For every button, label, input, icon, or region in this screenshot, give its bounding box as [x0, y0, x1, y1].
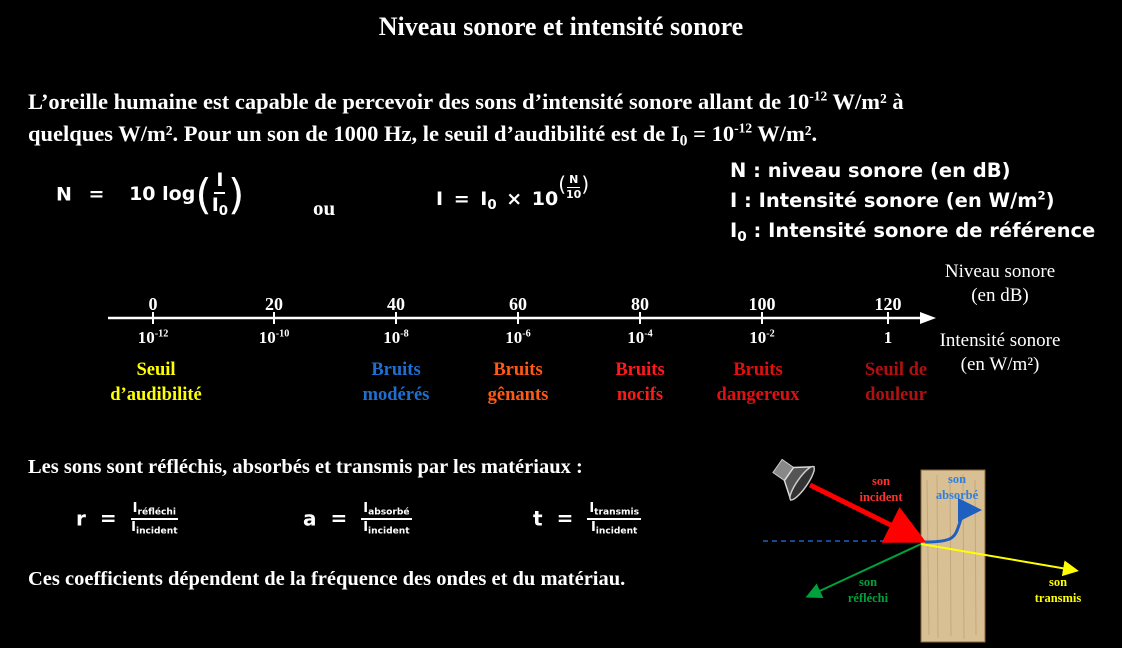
category-line-2: d’audibilité: [110, 385, 202, 405]
intro-line-1: L’oreille humaine est capable de percevoir des sons d’intensité sonore allant de 10: [28, 89, 810, 114]
den-symbol: I: [211, 193, 219, 216]
diag-line: son: [947, 472, 967, 486]
coefficients-intro: Les sons sont réfléchis, absorbés et transmis par les matériaux :: [28, 456, 583, 478]
intensity-exp: -12: [154, 328, 169, 340]
formula2-i-symbol: I: [436, 188, 444, 210]
formula2-equals: =: [453, 188, 470, 210]
intensity-base: 10: [383, 328, 401, 347]
category-threshold-hearing: [101, 358, 211, 408]
formula2-i0: I: [480, 188, 488, 210]
coef-num-sub: transmis: [594, 507, 640, 518]
def-symbol: I: [730, 219, 738, 242]
category-line-2: modérés: [362, 385, 430, 405]
top-label-line-2: (en dB): [971, 285, 1029, 306]
coef-den-sub: incident: [595, 526, 638, 537]
intensity-exp: -6: [522, 328, 531, 340]
def-end: ): [1045, 189, 1055, 212]
definition-i0: [730, 216, 1095, 252]
definition-i: [730, 186, 1095, 216]
exp-denominator: 10: [566, 187, 582, 201]
diag-line: transmis: [1034, 591, 1082, 605]
formula-log: 10 log: [129, 183, 196, 206]
level-tick: 0: [148, 294, 158, 314]
label-reflected: [838, 574, 898, 606]
bottom-label-line-2: (en W/m²): [960, 354, 1040, 375]
top-label-line-1: Niveau sonore: [944, 261, 1056, 282]
def-text: : Intensité sonore (en W/m: [737, 189, 1038, 212]
level-tick: 100: [748, 294, 776, 314]
intro-line-2-end: W/m².: [752, 121, 818, 146]
level-tick: 20: [265, 294, 283, 314]
coef-den-i: I: [131, 520, 136, 536]
intensity-exp: -10: [275, 328, 290, 340]
category-line-2: dangereux: [716, 385, 800, 405]
level-tick: 80: [631, 294, 649, 314]
category-line-1: Bruits: [733, 360, 783, 380]
coef-num-i: I: [363, 501, 369, 516]
intensity-base: 10: [749, 328, 767, 347]
speaker-icon: [766, 450, 818, 503]
fraction-numerator: I: [214, 170, 225, 194]
intensity-base: 10: [258, 328, 276, 347]
intro-line-1-end: W/m² à: [827, 89, 904, 114]
def-text: : niveau sonore (en dB): [746, 159, 1011, 182]
intro-subscript: 0: [679, 132, 688, 150]
coef-numerator: [587, 502, 641, 520]
formula-n-symbol: N: [56, 183, 72, 206]
coefficients-conclusion: Ces coefficients dépendent de la fréquence des ondes et du matériau.: [28, 568, 626, 590]
category-line-1: Seuil: [136, 360, 176, 380]
formula2-i0-sub: 0: [487, 197, 497, 213]
intensity-tick: [118, 328, 188, 348]
category-line-1: Bruits: [615, 360, 665, 380]
coef-numerator: [131, 502, 178, 520]
coef-den-sub: incident: [368, 526, 410, 537]
def-text: : Intensité sonore de référence: [746, 219, 1096, 242]
category-line-2: gênants: [487, 385, 549, 405]
or-text: ou: [313, 196, 336, 220]
coef-den-i: I: [363, 520, 369, 536]
fraction-denominator: [212, 194, 228, 220]
right-paren: ): [228, 169, 245, 219]
intro-paragraph: [28, 86, 1098, 158]
intensity-exp: -8: [400, 328, 409, 340]
coefficient-r: r = $\frac{I_{réfléchi}}{I_{incident}}$: [76, 501, 178, 537]
level-tick: 60: [509, 294, 527, 314]
category-harmful: [585, 358, 695, 408]
category-dangerous: [703, 358, 813, 408]
formula-equals: =: [88, 183, 105, 206]
level-tick: 120: [874, 294, 902, 314]
intensity-tick: [361, 328, 431, 348]
diag-line: incident: [859, 490, 903, 504]
diag-line: réfléchi: [847, 591, 889, 605]
category-line-1: Bruits: [493, 360, 543, 380]
coefficient-a: a = $\frac{I_{absorbé}}{I_{incident}}$: [303, 501, 410, 537]
symbol-definitions: [730, 156, 1095, 252]
formula2-times: ×: [506, 188, 523, 210]
category-line-1: Bruits: [371, 360, 421, 380]
formula-level: [56, 170, 244, 220]
coef-symbol: t: [533, 506, 543, 531]
intensity-tick: [605, 328, 675, 348]
coef-denominator: [131, 520, 177, 538]
category-pain-threshold: [841, 358, 951, 408]
coef-num-i: I: [589, 501, 595, 516]
coef-denominator: [363, 520, 409, 538]
label-absorbed: [926, 471, 988, 503]
formula-intensity: [436, 172, 590, 215]
category-line-2: douleur: [865, 385, 927, 405]
page-title: Niveau sonore et intensité sonore: [378, 12, 744, 41]
category-line-2: nocifs: [616, 385, 664, 405]
intensity-tick: [239, 328, 309, 348]
intro-exponent-2: -12: [734, 120, 753, 136]
intensity-exp: -4: [644, 328, 653, 340]
formula-fraction: [212, 170, 228, 220]
intro-line-2: quelques W/m². Pour un son de 1000 Hz, le seuil d’audibilité est de I: [28, 121, 680, 146]
intensity-base: 10: [137, 328, 155, 347]
diag-line: son: [871, 474, 891, 488]
def-symbol: N: [730, 159, 747, 182]
coef-numerator: [361, 502, 411, 520]
diag-line: son: [858, 575, 878, 589]
def-subscript: 0: [737, 229, 747, 246]
definition-n: [730, 156, 1095, 186]
coef-num-sub: absorbé: [368, 507, 410, 518]
formula2-base: 10: [531, 188, 559, 210]
category-annoying: [463, 358, 573, 408]
coef-den-sub: incident: [135, 526, 178, 537]
intensity-exp: -2: [766, 328, 775, 340]
coef-num-i: I: [132, 501, 138, 516]
scale-top-label: [920, 260, 1080, 308]
def-symbol: I: [730, 189, 738, 212]
intensity-base: 1: [883, 328, 893, 347]
left-paren: (: [195, 169, 212, 219]
intro-exponent-1: -12: [809, 88, 828, 104]
formula2-exponent: ( N 10 ): [558, 172, 590, 201]
bottom-label-line-1: Intensité sonore: [939, 330, 1061, 351]
diag-line: son: [1048, 575, 1068, 589]
intensity-tick: [853, 328, 923, 348]
intensity-base: 10: [627, 328, 645, 347]
intensity-tick: [727, 328, 797, 348]
coef-symbol: a: [303, 506, 317, 531]
intro-line-2-mid: = 10: [687, 121, 735, 146]
level-tick: 40: [387, 294, 405, 314]
coefficient-t: t = $\frac{I_{transmis}}{I_{incident}}$: [533, 501, 640, 537]
intensity-base: 10: [505, 328, 523, 347]
coef-num-sub: réfléchi: [137, 507, 177, 518]
category-moderate: [341, 358, 451, 408]
diag-line: absorbé: [935, 488, 979, 502]
exp-numerator: N: [569, 173, 579, 187]
coef-symbol: r: [76, 506, 86, 531]
intensity-tick: [483, 328, 553, 348]
label-incident: [851, 473, 911, 505]
coef-denominator: [591, 520, 637, 538]
coef-den-i: I: [590, 520, 596, 536]
den-subscript: 0: [218, 203, 229, 219]
category-line-1: Seuil de: [864, 360, 928, 380]
def-sup: 2: [1037, 188, 1046, 203]
label-transmitted: [1026, 574, 1090, 606]
